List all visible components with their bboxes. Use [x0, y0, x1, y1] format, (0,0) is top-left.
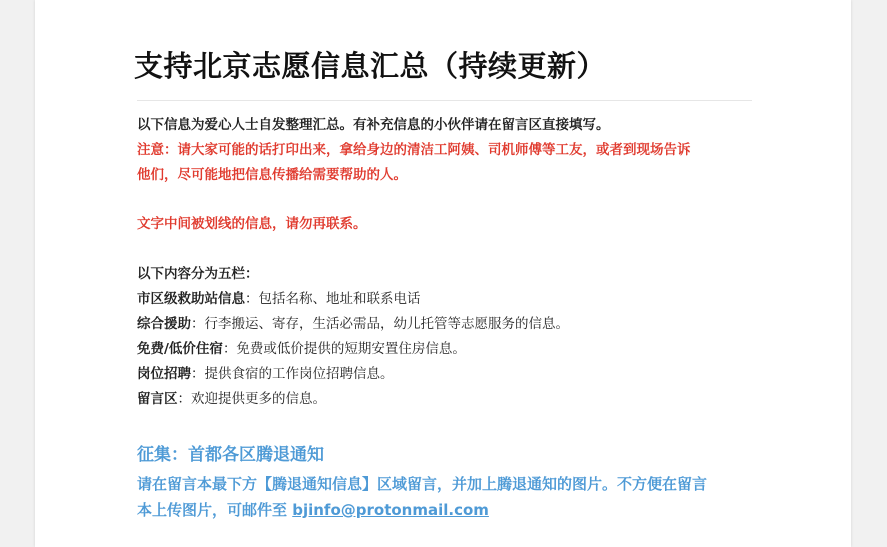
document-page — [35, 0, 851, 547]
section-name: 综合援助 — [137, 316, 191, 332]
notice-line-1: 注意：请大家可能的话打印出来，拿给身边的清洁工阿姨、司机师傅等工友，或者到现场告诉 — [137, 142, 691, 158]
section-name: 留言区 — [137, 391, 178, 407]
call-text-line-2 — [137, 497, 753, 523]
section-desc: ：包括名称、地址和联系电话 — [245, 291, 421, 307]
notice-line-2: 他们，尽可能地把信息传播给需要帮助的人。 — [137, 167, 407, 183]
call-paragraph — [137, 471, 753, 523]
section-name: 市区级救助站信息 — [137, 291, 245, 307]
intro-text: 以下信息为爱心人士自发整理汇总。有补充信息的小伙伴请在留言区直接填写。 — [137, 117, 610, 133]
strike-notice: 文字中间被划线的信息，请勿再联系。 — [137, 216, 367, 232]
section-item — [137, 337, 466, 362]
title-divider — [137, 100, 752, 101]
section-item — [137, 387, 326, 412]
email-link[interactable]: bjinfo@protonmail.com — [292, 501, 489, 519]
section-desc: ：免费或低价提供的短期安置住房信息。 — [222, 341, 466, 357]
section-desc: ：行李搬运、寄存，生活必需品，幼儿托管等志愿服务的信息。 — [191, 316, 569, 332]
section-name: 免费/低价住宿 — [137, 341, 223, 357]
call-text-prefix: 本上传图片，可邮件至 — [137, 501, 293, 519]
section-item — [137, 287, 421, 312]
section-name: 岗位招聘 — [137, 366, 191, 382]
page-title: 支持北京志愿信息汇总（持续更新） — [134, 49, 607, 83]
call-text-line-1: 请在留言本最下方【腾退通知信息】区域留言，并加上腾退通知的图片。不方便在留言 — [137, 475, 708, 493]
section-desc: ：欢迎提供更多的信息。 — [177, 391, 326, 407]
section-item — [137, 362, 394, 387]
sections-intro: 以下内容分为五栏： — [137, 266, 259, 282]
section-item — [137, 312, 569, 337]
call-heading: 征集：首都各区腾退通知 — [137, 445, 324, 465]
section-desc: ：提供食宿的工作岗位招聘信息。 — [191, 366, 394, 382]
